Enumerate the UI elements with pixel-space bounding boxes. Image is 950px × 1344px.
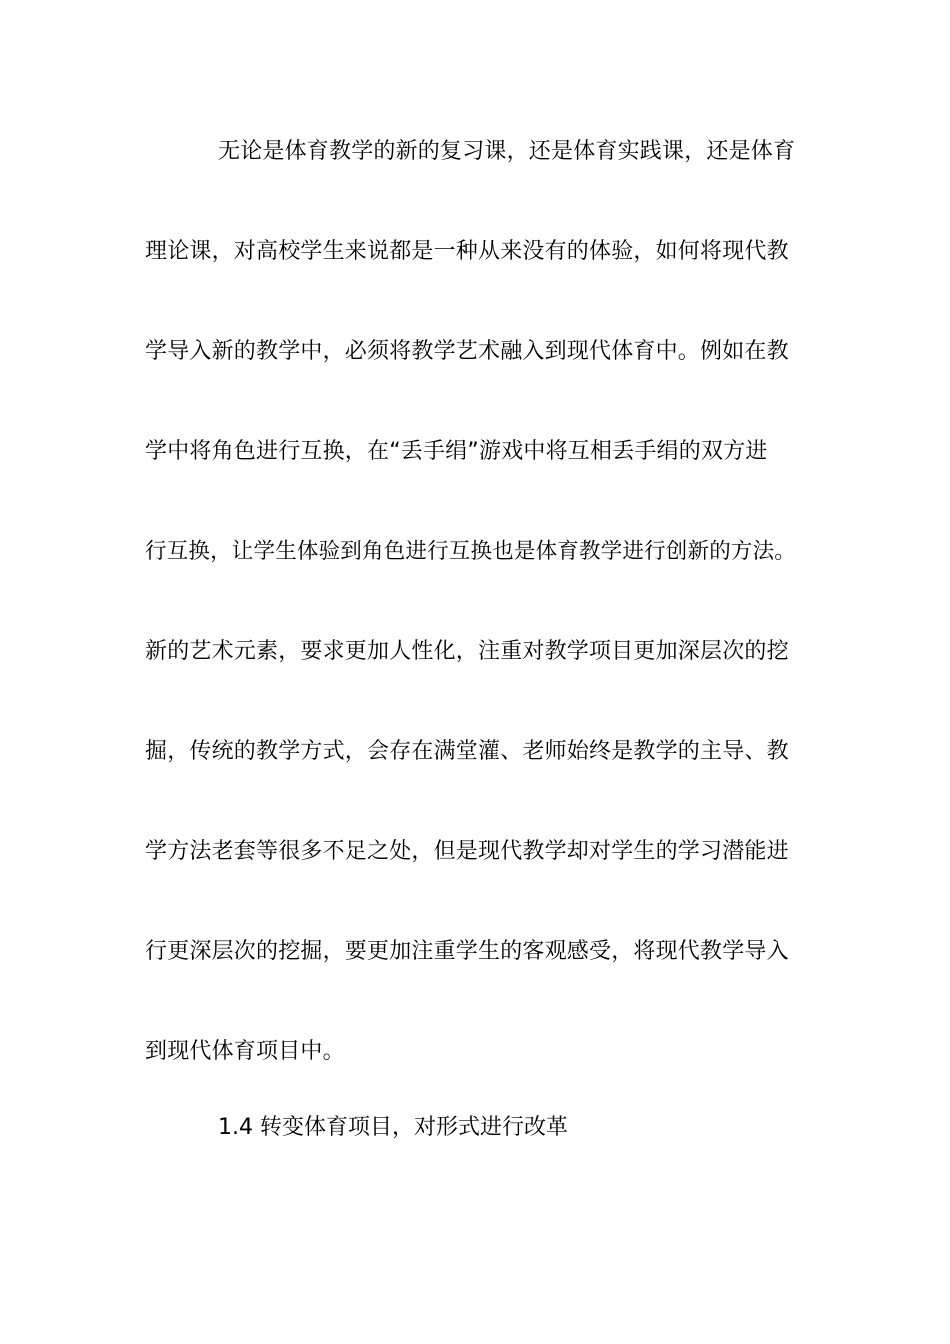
paragraph-line: 到现代体育项目中。 xyxy=(145,1039,345,1064)
paragraph-line: 学方法老套等很多不足之处，但是现代教学却对学生的学习潜能进 xyxy=(145,839,789,864)
section-heading: 1.4 转变体育项目，对形式进行改革 xyxy=(218,1115,568,1140)
paragraph-line: 行更深层次的挖掘，要更加注重学生的客观感受，将现代教学导入 xyxy=(145,939,789,964)
paragraph-line: 学导入新的教学中，必须将教学艺术融入到现代体育中。例如在教 xyxy=(145,339,789,364)
paragraph-line: 学中将角色进行互换，在“丢手绢”游戏中将互相丢手绢的双方进 xyxy=(145,439,768,464)
paragraph-line: 掘，传统的教学方式，会存在满堂灌、老师始终是教学的主导、教 xyxy=(145,739,789,764)
paragraph-line: 理论课，对高校学生来说都是一种从来没有的体验，如何将现代教 xyxy=(145,239,789,264)
paragraph-line: 行互换，让学生体验到角色进行互换也是体育教学进行创新的方法。 xyxy=(145,539,797,564)
paragraph-line: 无论是体育教学的新的复习课，还是体育实践课，还是体育 xyxy=(218,139,796,164)
paragraph-line: 新的艺术元素，要求更加人性化，注重对教学项目更加深层次的挖 xyxy=(145,639,789,664)
